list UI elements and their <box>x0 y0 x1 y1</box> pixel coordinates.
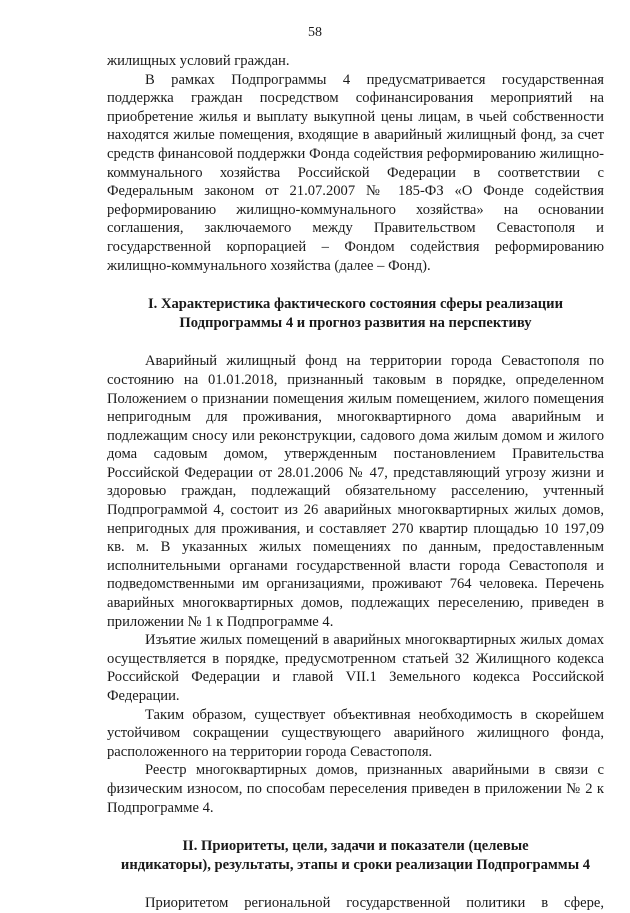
section-1-heading <box>107 295 604 332</box>
section-1-paragraph-seizure: Изъятие жилых помещений в аварийных многоквартирных жилых домах осуществляется в порядке, предусмотренном статьей 32 Жилищного кодекса Российской Федерации и главой VII.1 Земельного кодекса Российской Федерации. <box>107 632 604 704</box>
section-1-heading-line-2: Подпрограммы 4 и прогноз развития на перспективу <box>179 314 532 331</box>
section-2-paragraph-start: Приоритетом региональной государственной политики в сфере, <box>145 895 604 912</box>
document-body <box>107 52 604 913</box>
intro-paragraph: В рамках Подпрограммы 4 предусматривается государственная поддержка граждан посредством софинансирования мероприятий на приобретение жилья и выплату выкупной цены лицам, в чьей собственности находятся жилые помещения, входящие в аварийный жилищный фонд, за счет средств финансовой поддержки Фонда содействия реформированию жилищно-коммунального хозяйства Российской Федерации в соответствии с Федеральным законом от 21.07.2007 № 185-ФЗ «О Фонде содействия реформированию жилищно-коммунального хозяйства» на основании соглашения, заключаемого между Правительством Севастополя и государственной корпорацией – Фондом содействия реформированию жилищно-коммунального хозяйства (далее – Фонд). <box>107 71 604 274</box>
section-2-heading-line-1: II. Приоритеты, цели, задачи и показатели (целевые <box>182 838 529 855</box>
section-1-paragraph-necessity: Таким образом, существует объективная необходимость в скорейшем устойчивом сокращении существующего аварийного жилищного фонда, расположенного на территории города Севастополя. <box>107 706 604 760</box>
page-number: 58 <box>308 25 322 40</box>
intro-continuation: жилищных условий граждан. <box>107 53 290 69</box>
section-1-paragraph-emergency-fund: Аварийный жилищный фонд на территории города Севастополя по состоянию на 01.01.2018, признанный таковым в порядке, определенном Положением о признании помещения жилым помещением, жилого помещения непригодным для проживания, многоквартирного дома аварийным и подлежащим сносу или реконструкции, садового дома жилым домом и жилого дома садовым домом, утвержденным постановлением Правительства Российской Федерации от 28.01.2006 № 47, представляющий угрозу жизни и здоровью граждан, подлежащий обязательному расселению, учтенный Подпрограммой 4, состоит из 26 аварийных многоквартирных жилых домов, непригодных для проживания, и составляет 270 квартир площадью 10 197,09 кв. м. В указанных жилых помещениях по данным, предоставленным исполнительными органами государственной власти города Севастополя и подведомственными им организациями, проживают 764 человека. Перечень аварийных многоквартирных домов, подлежащих переселению, приведен в приложении № 1 к Подпрограмме 4. <box>107 353 604 630</box>
section-1-paragraph-registry: Реестр многоквартирных домов, признанных аварийными в связи с физическим износом, по способам переселения приведен в приложении № 2 к Подпрограмме 4. <box>107 762 604 816</box>
section-1-heading-line-1: I. Характеристика фактического состояния сферы реализации <box>148 296 563 313</box>
section-2-heading-line-2: индикаторы), результаты, этапы и сроки реализации Подпрограммы 4 <box>120 856 591 873</box>
section-2-heading <box>107 837 604 874</box>
